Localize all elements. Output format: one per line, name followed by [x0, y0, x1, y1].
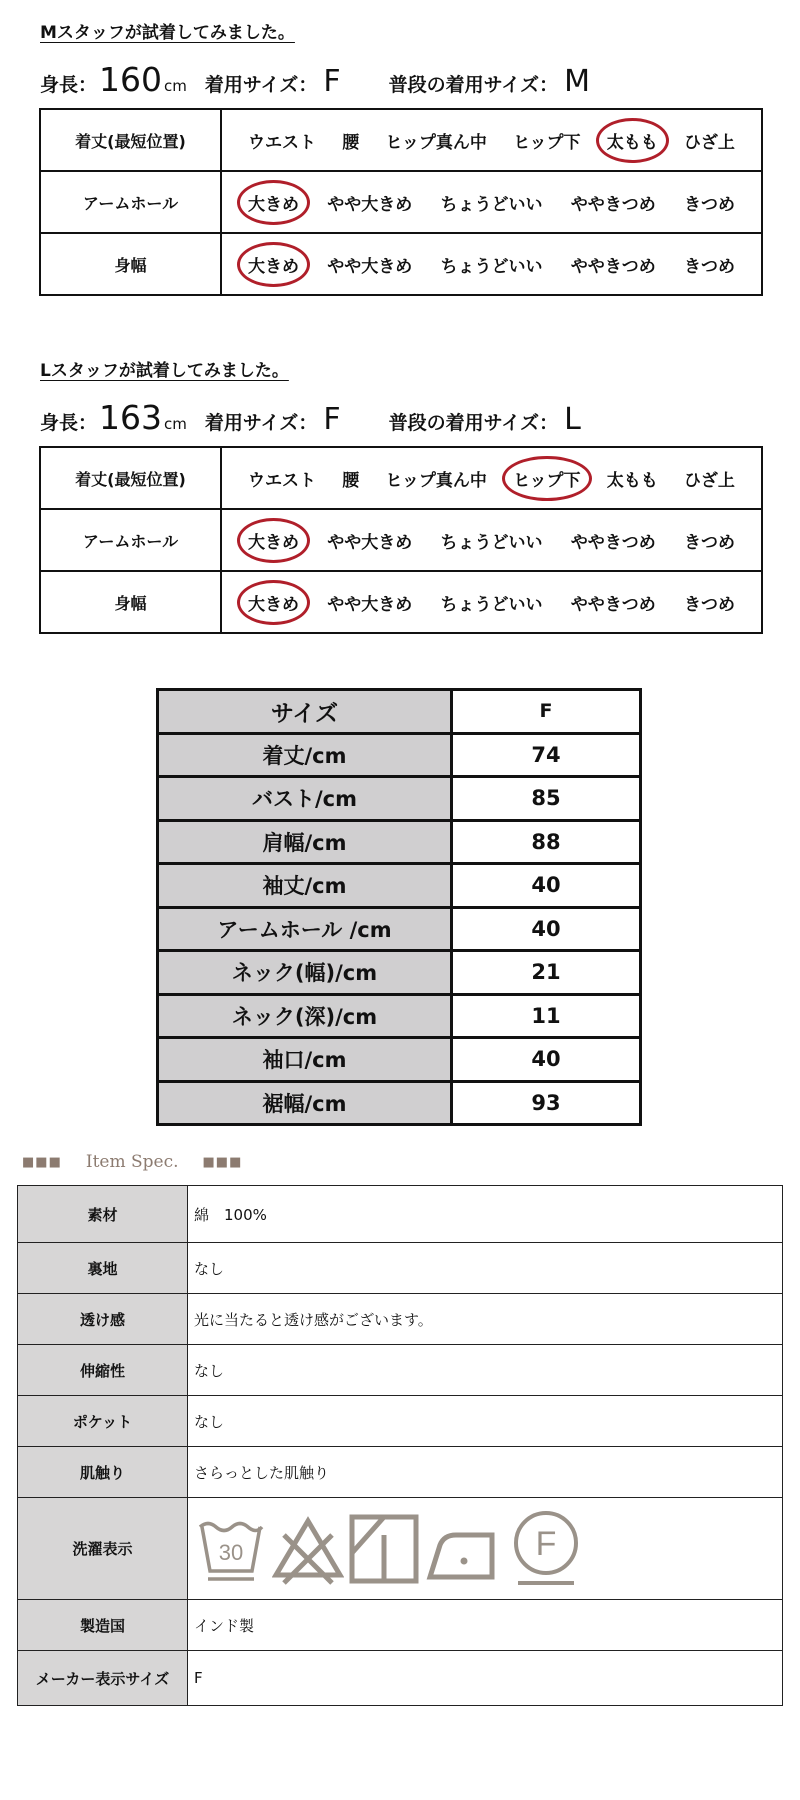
fit-option: 腰 — [342, 470, 360, 491]
size-row-label: 肩幅/cm — [158, 820, 452, 864]
spec-label: 肌触り — [18, 1447, 188, 1498]
spec-row — [18, 1396, 783, 1447]
size-table-header — [158, 690, 641, 734]
fit-option: やや大きめ — [327, 194, 413, 215]
fit-options — [240, 524, 743, 557]
size-row-label: 着丈/cm — [158, 733, 452, 777]
fit-option: ちょうどいい — [440, 194, 543, 215]
fit-option: ちょうどいい — [440, 256, 543, 277]
iron-low-icon — [426, 1513, 502, 1585]
fit-option: 太もも — [606, 470, 658, 491]
size-row — [158, 777, 641, 821]
size-row-value: 11 — [452, 994, 641, 1038]
size-row-label: アームホール /cm — [158, 907, 452, 951]
staff-m-title: Mスタッフが試着してみました。 — [40, 23, 295, 43]
fit-option: きつめ — [684, 594, 735, 615]
fit-row-label: 身幅 — [40, 233, 221, 295]
size-row — [158, 907, 641, 951]
fit-row — [40, 571, 762, 633]
spec-row — [18, 1600, 783, 1651]
spec-value: なし — [188, 1345, 783, 1396]
size-table — [156, 688, 642, 1126]
staff-m-fit-table — [39, 108, 763, 296]
size-row — [158, 1038, 641, 1082]
size-row-value: 85 — [452, 777, 641, 821]
size-row-value: 88 — [452, 820, 641, 864]
fit-option: きつめ — [684, 194, 735, 215]
staff-m-block — [40, 18, 760, 104]
size-row-label: ネック(幅)/cm — [158, 951, 452, 995]
fit-options-cell — [221, 447, 762, 509]
fit-row-label: 着丈(最短位置) — [40, 109, 221, 171]
size-row — [158, 1081, 641, 1125]
svg-text:F: F — [535, 1524, 557, 1563]
spec-label: 伸縮性 — [18, 1345, 188, 1396]
staff-l-info — [40, 398, 760, 442]
staff-l-block — [40, 356, 760, 442]
fit-option: きつめ — [684, 532, 735, 553]
fit-option-selected: 大きめ — [240, 524, 307, 557]
size-row — [158, 820, 641, 864]
fit-row-label: アームホール — [40, 509, 221, 571]
fit-option: きつめ — [684, 256, 735, 277]
fit-option: ウエスト — [248, 132, 316, 153]
usual-size-label: 普段の着用サイズ： — [388, 74, 559, 96]
spec-label: 素材 — [18, 1186, 188, 1243]
fit-option-selected: 大きめ — [240, 248, 307, 281]
fit-row — [40, 171, 762, 233]
size-row-value: 40 — [452, 1038, 641, 1082]
fit-options — [240, 248, 743, 281]
size-row-value: 93 — [452, 1081, 641, 1125]
fit-option: ひざ上 — [683, 132, 735, 153]
fit-row — [40, 109, 762, 171]
spec-row — [18, 1498, 783, 1600]
size-row — [158, 733, 641, 777]
spec-value: 光に当たると透け感がございます。 — [188, 1294, 783, 1345]
fit-option: ウエスト — [248, 470, 316, 491]
usual-size-value: M — [564, 64, 590, 99]
staff-l-title: Lスタッフが試着してみました。 — [40, 361, 289, 381]
fit-option: ややきつめ — [570, 594, 656, 615]
staff-l-fit-table — [39, 446, 763, 634]
height-value: 163 — [99, 398, 163, 437]
fit-row-label: 身幅 — [40, 571, 221, 633]
wear-size-label: 着用サイズ： — [204, 74, 318, 96]
item-spec-table — [17, 1185, 783, 1706]
size-row-label: ネック(深)/cm — [158, 994, 452, 1038]
fit-row-label: アームホール — [40, 171, 221, 233]
height-label: 身長： — [40, 74, 98, 96]
fit-options — [240, 586, 743, 619]
fit-option: ちょうどいい — [440, 594, 543, 615]
spec-value: なし — [188, 1243, 783, 1294]
fit-option: やや大きめ — [327, 594, 413, 615]
fit-options — [240, 462, 743, 495]
spec-row — [18, 1651, 783, 1706]
spec-value: F — [188, 1651, 783, 1706]
fit-options-cell — [221, 233, 762, 295]
fit-option: やや大きめ — [327, 256, 413, 277]
height-label: 身長： — [40, 412, 98, 434]
size-row — [158, 864, 641, 908]
spec-row — [18, 1243, 783, 1294]
spec-value: 綿 100% — [188, 1186, 783, 1243]
wear-size-value: F — [323, 402, 341, 437]
size-row-label: 裾幅/cm — [158, 1081, 452, 1125]
spec-row — [18, 1186, 783, 1243]
spec-label: 透け感 — [18, 1294, 188, 1345]
spec-value: さらっとした肌触り — [188, 1447, 783, 1498]
dry-clean-f-icon — [510, 1509, 582, 1589]
spec-label: メーカー表示サイズ — [18, 1651, 188, 1706]
care-icons — [194, 1509, 781, 1589]
spec-row — [18, 1294, 783, 1345]
fit-row — [40, 509, 762, 571]
fit-option: ややきつめ — [570, 194, 656, 215]
spec-row — [18, 1345, 783, 1396]
fit-options-cell — [221, 571, 762, 633]
fit-options-cell — [221, 109, 762, 171]
size-row-label: 袖口/cm — [158, 1038, 452, 1082]
fit-option-selected: 大きめ — [240, 186, 307, 219]
spec-value: インド製 — [188, 1600, 783, 1651]
height-unit: cm — [164, 77, 187, 95]
size-header-value: F — [452, 690, 641, 734]
fit-option: ややきつめ — [570, 532, 656, 553]
staff-m-info — [40, 60, 760, 104]
fit-option: やや大きめ — [327, 532, 413, 553]
spec-value: なし — [188, 1396, 783, 1447]
fit-option-selected: ヒップ下 — [505, 462, 589, 495]
item-spec-heading — [22, 1152, 242, 1172]
wear-size-value: F — [323, 64, 341, 99]
item-spec-title: Item Spec. — [85, 1152, 179, 1172]
size-row-label: 袖丈/cm — [158, 864, 452, 908]
size-row-value: 21 — [452, 951, 641, 995]
heading-squares-icon: ■■■ — [202, 1154, 243, 1170]
fit-option-selected: 大きめ — [240, 586, 307, 619]
spec-label: 洗濯表示 — [18, 1498, 188, 1600]
spec-label: 裏地 — [18, 1243, 188, 1294]
care-icons-cell — [188, 1498, 783, 1600]
usual-size-value: L — [564, 402, 581, 437]
spec-label: ポケット — [18, 1396, 188, 1447]
fit-option: ややきつめ — [570, 256, 656, 277]
size-row-value: 74 — [452, 733, 641, 777]
wash-temp-label: 30 — [218, 1539, 244, 1565]
usual-size-label: 普段の着用サイズ： — [388, 412, 559, 434]
fit-option: 腰 — [342, 132, 360, 153]
no-bleach-icon — [272, 1513, 344, 1585]
size-row-value: 40 — [452, 907, 641, 951]
fit-option: ちょうどいい — [440, 532, 543, 553]
fit-option-selected: 太もも — [599, 124, 666, 157]
fit-option: ヒップ下 — [513, 132, 581, 153]
height-value: 160 — [99, 60, 163, 99]
size-row-value: 40 — [452, 864, 641, 908]
spec-row — [18, 1447, 783, 1498]
size-row-label: バスト/cm — [158, 777, 452, 821]
fit-option: ひざ上 — [683, 470, 735, 491]
heading-squares-icon: ■■■ — [22, 1154, 62, 1170]
fit-row-label: 着丈(最短位置) — [40, 447, 221, 509]
wash-30-icon — [194, 1513, 266, 1585]
spec-label: 製造国 — [18, 1600, 188, 1651]
fit-row — [40, 447, 762, 509]
fit-row — [40, 233, 762, 295]
fit-options-cell — [221, 171, 762, 233]
size-header-label: サイズ — [158, 690, 452, 734]
size-row — [158, 951, 641, 995]
fit-options — [240, 186, 743, 219]
fit-option: ヒップ真ん中 — [385, 132, 487, 153]
fit-option: ヒップ真ん中 — [385, 470, 487, 491]
wear-size-label: 着用サイズ： — [204, 412, 318, 434]
line-dry-shade-icon — [348, 1513, 420, 1585]
size-row — [158, 994, 641, 1038]
fit-options — [240, 124, 743, 157]
height-unit: cm — [164, 415, 187, 433]
fit-options-cell — [221, 509, 762, 571]
